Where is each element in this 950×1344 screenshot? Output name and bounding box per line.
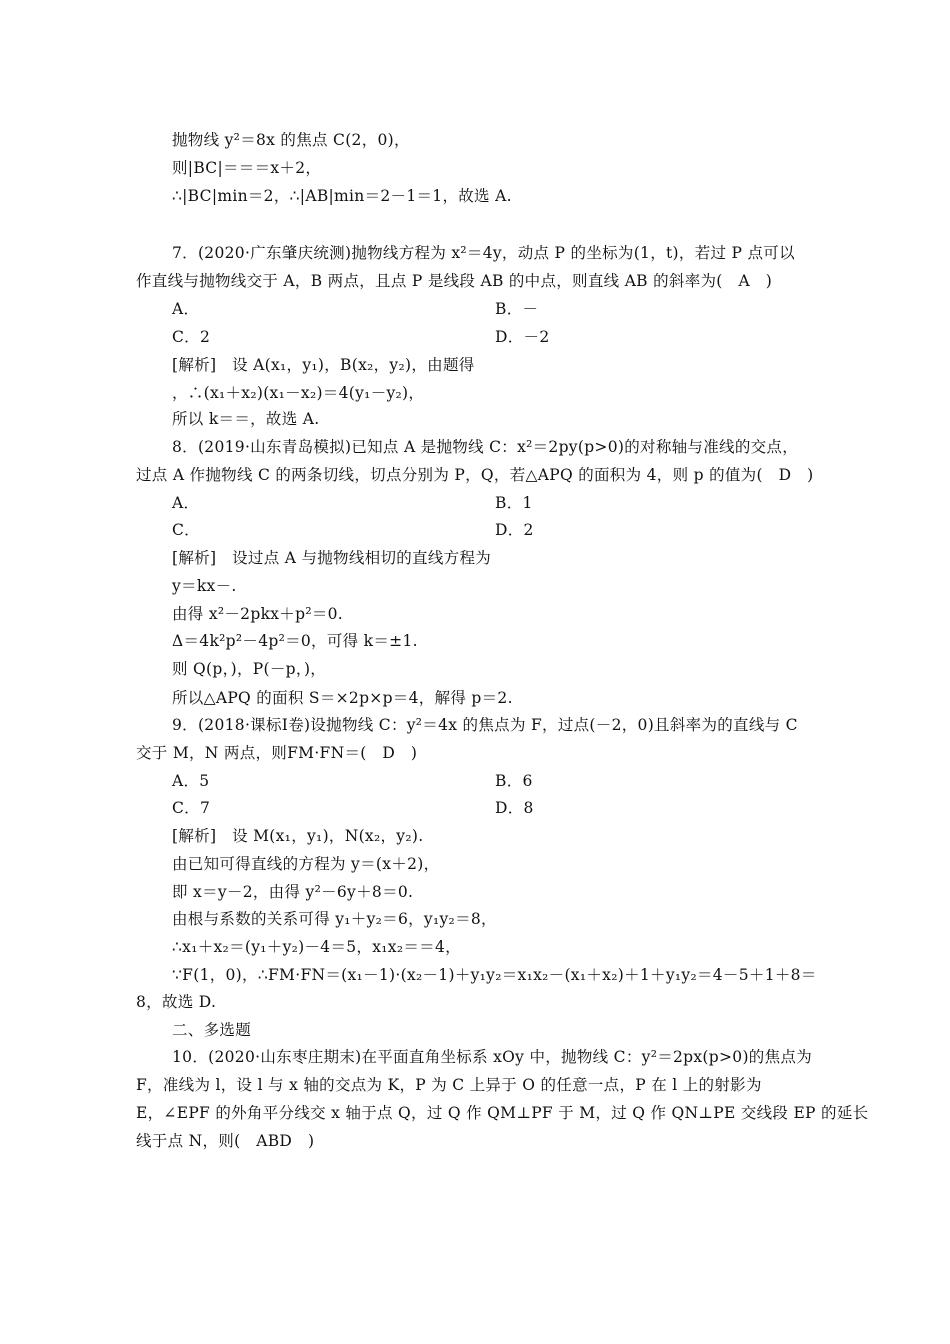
- line-text: 8，故选 D.: [136, 993, 217, 1011]
- text-line: [172, 965, 817, 985]
- text-line: [172, 299, 199, 319]
- text-line: [172, 882, 413, 902]
- text-line: [172, 798, 210, 818]
- option-right: B．1: [495, 494, 533, 512]
- line-text: [解析] 设 M(x₁，y₁)，N(x₂，y₂).: [172, 827, 424, 845]
- line-text: 由已知可得直线的方程为 y＝(x＋2)，: [172, 855, 440, 873]
- line-text: 则 Q(p，)，P(－p，)，: [172, 660, 327, 678]
- text-line: [172, 826, 423, 846]
- line-text: 由得 x²－2pkx＋p²＝0.: [172, 605, 344, 623]
- text-line: [172, 243, 795, 263]
- line-text: F，准线为 l，设 l 与 x 轴的交点为 K，P 为 C 上异于 O 的任意一点，P 在 l 上的射影为: [136, 1076, 762, 1094]
- text-line: [172, 576, 237, 596]
- line-text: 则|BC|＝＝＝x＋2，: [172, 159, 322, 177]
- text-line: [172, 548, 491, 568]
- line-text: 所以△APQ 的面积 S＝×2p×p＝4，解得 p＝2.: [172, 689, 513, 707]
- line-text: ，∴(x₁＋x₂)(x₁－x₂)＝4(y₁－y₂)，: [172, 384, 425, 402]
- line-text: 由根与系数的关系可得 y₁＋y₂＝6，y₁y₂＝8，: [172, 910, 497, 928]
- text-line: [172, 130, 410, 150]
- text-line: [136, 1103, 868, 1123]
- line-text: 所以 k＝＝，故选 A.: [172, 410, 320, 428]
- line-text: 交于 M，N 两点，则FM·FN＝( D ): [136, 744, 418, 762]
- line-text: 线于点 N，则( ABD ): [136, 1132, 315, 1150]
- text-line: [136, 1075, 762, 1095]
- text-line: [172, 688, 513, 708]
- text-line: [172, 771, 209, 791]
- text-line: [172, 409, 319, 429]
- line-text: 过点 A 作抛物线 C 的两条切线，切点分别为 P，Q，若△APQ 的面积为 4，则 p 的值为( D ): [136, 466, 814, 484]
- text-line: [136, 992, 216, 1012]
- text-line: [172, 604, 343, 624]
- text-line: [172, 437, 798, 457]
- line-text: 9．(2018·课标Ⅰ卷)设抛物线 C：y²＝4x 的焦点为 F，过点(－2，0)且斜率为的直线与 C: [172, 716, 798, 734]
- line-text: [解析] 设过点 A 与抛物线相切的直线方程为: [172, 549, 492, 567]
- option-right: B．6: [495, 772, 533, 790]
- option-right: D．8: [495, 799, 534, 817]
- line-text: 即 x＝y－2，由得 y²－6y＋8＝0.: [172, 883, 414, 901]
- line-text: A．5: [172, 772, 210, 790]
- text-line: [136, 1131, 314, 1151]
- line-text: 二、多选题: [172, 1021, 252, 1039]
- line-text: 10．(2020·山东枣庄期末)在平面直角坐标系 xOy 中，抛物线 C：y²＝2px(p>0)的焦点为: [172, 1048, 812, 1066]
- line-text: ∴x₁＋x₂＝(y₁＋y₂)－4＝5，x₁x₂＝＝4，: [172, 938, 461, 956]
- text-line: [136, 465, 814, 485]
- line-text: C．2: [172, 328, 211, 346]
- line-text: ∴|BC|min＝2，∴|AB|min＝2－1＝1，故选 A.: [172, 187, 512, 205]
- line-text: 抛物线 y²＝8x 的焦点 C(2，0)，: [172, 131, 410, 149]
- text-line: [136, 743, 417, 763]
- text-line: [172, 520, 200, 540]
- line-text: A．: [172, 300, 200, 318]
- text-line: [136, 271, 772, 291]
- line-text: C．: [172, 521, 200, 539]
- text-line: [172, 659, 326, 679]
- option-right: D．2: [495, 521, 534, 539]
- line-text: 8．(2019·山东青岛模拟)已知点 A 是抛物线 C：x²＝2py(p>0)的对称轴与准线的交点，: [172, 438, 799, 456]
- line-text: 7．(2020·广东肇庆统测)抛物线方程为 x²＝4y，动点 P 的坐标为(1，t)，若过 P 点可以: [172, 244, 795, 262]
- text-line: [172, 186, 512, 206]
- text-line: [172, 493, 199, 513]
- line-text: C．7: [172, 799, 211, 817]
- text-line: [172, 937, 461, 957]
- text-line: [172, 327, 210, 347]
- line-text: [解析] 设 A(x₁，y₁)，B(x₂，y₂)，由题得: [172, 356, 475, 374]
- line-text: ∵F(1，0)，∴FM·FN＝(x₁－1)·(x₂－1)＋y₁y₂＝x₁x₂－(x₁＋x₂)＋1＋y₁y₂＝4－5＋1＋8＝: [172, 966, 817, 984]
- text-line: [172, 631, 418, 651]
- text-line: [172, 1020, 251, 1040]
- text-line: [172, 355, 475, 375]
- text-line: [172, 715, 798, 735]
- option-right: D．－2: [495, 328, 550, 346]
- text-line: [172, 909, 497, 929]
- line-text: A．: [172, 494, 200, 512]
- line-text: 作直线与抛物线交于 A，B 两点，且点 P 是线段 AB 的中点，则直线 AB 的斜率为( A ): [136, 272, 773, 290]
- text-line: [172, 1047, 812, 1067]
- option-right: B．－: [495, 300, 539, 318]
- line-text: y＝kx－.: [172, 577, 237, 595]
- text-line: [172, 158, 321, 178]
- line-text: Δ＝4k²p²－4p²＝0，可得 k＝±1.: [172, 632, 418, 650]
- text-line: [172, 383, 424, 403]
- line-text: E，∠EPF 的外角平分线交 x 轴于点 Q，过 Q 作 QM⊥PF 于 M，过 Q 作 QN⊥PE 交线段 EP 的延长: [136, 1104, 869, 1122]
- text-line: [172, 854, 439, 874]
